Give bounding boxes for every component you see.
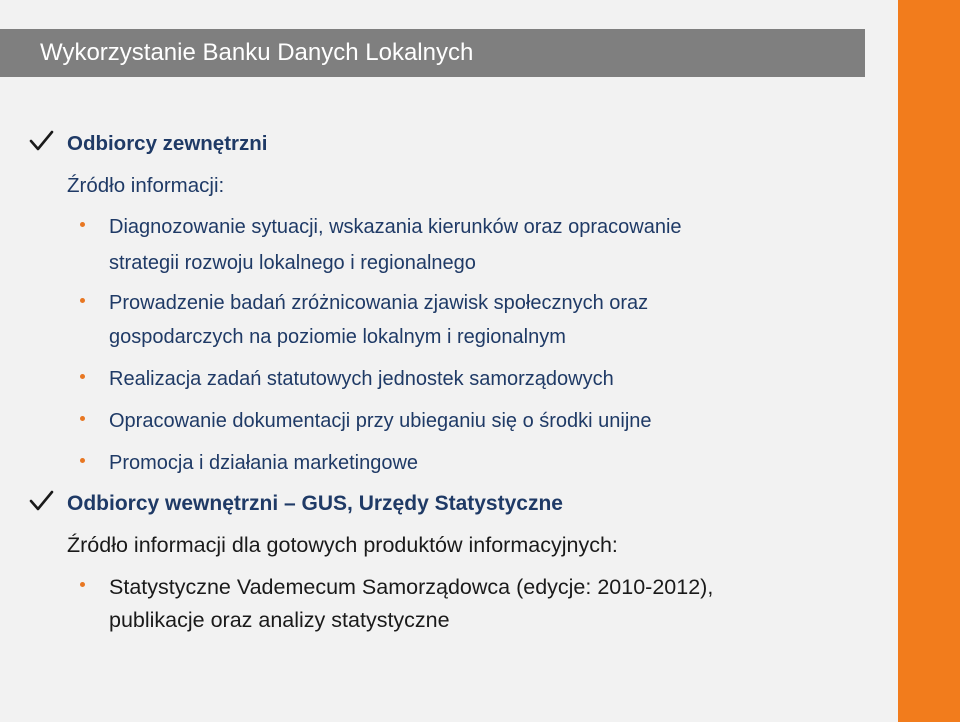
- list-item-continuation: publikacje oraz analizy statystyczne: [109, 608, 450, 632]
- bullet-dot-icon: [80, 222, 85, 227]
- section-external-heading: [67, 132, 267, 156]
- list-item-text: Realizacja zadań statutowych jednostek samorządowych: [109, 368, 614, 390]
- checkmark-icon: [28, 489, 54, 513]
- orange-accent-bar: [898, 0, 960, 722]
- list-item-text: Statystyczne Vademecum Samorządowca (edycje: 2010-2012),: [109, 575, 714, 599]
- bullet-dot-icon: [80, 416, 85, 421]
- bullet-dot-icon: [80, 374, 85, 379]
- list-item-text: Opracowanie dokumentacji przy ubieganiu się o środki unijne: [109, 410, 652, 432]
- section-internal-heading: [67, 492, 563, 516]
- section-internal-source-label: Źródło informacji dla gotowych produktów informacyjnych:: [67, 533, 618, 557]
- list-item-text: Promocja i działania marketingowe: [109, 452, 419, 474]
- list-item: [109, 292, 648, 315]
- list-item: [109, 216, 682, 239]
- list-item: [109, 452, 418, 475]
- section-internal-heading-text: Odbiorcy wewnętrzni – GUS, Urzędy Statystyczne: [67, 492, 563, 515]
- section-external-heading-text: Odbiorcy zewnętrzni: [67, 132, 268, 155]
- checkmark-icon: [28, 129, 54, 153]
- bullet-dot-icon: [80, 458, 85, 463]
- list-item: [109, 368, 614, 391]
- list-item-text: Prowadzenie badań zróżnicowania zjawisk społecznych oraz: [109, 292, 649, 314]
- list-item-continuation: gospodarczych na poziomie lokalnym i regionalnym: [109, 326, 566, 348]
- section-external-source-label: Źródło informacji:: [67, 174, 225, 197]
- list-item: [109, 410, 652, 433]
- list-item: [109, 575, 713, 600]
- list-item-continuation: strategii rozwoju lokalnego i regionalnego: [109, 252, 476, 274]
- page-title: Wykorzystanie Banku Danych Lokalnych: [40, 39, 474, 66]
- list-item-text: Diagnozowanie sytuacji, wskazania kierunków oraz opracowanie: [109, 216, 682, 238]
- bullet-dot-icon: [80, 582, 85, 587]
- bullet-dot-icon: [80, 298, 85, 303]
